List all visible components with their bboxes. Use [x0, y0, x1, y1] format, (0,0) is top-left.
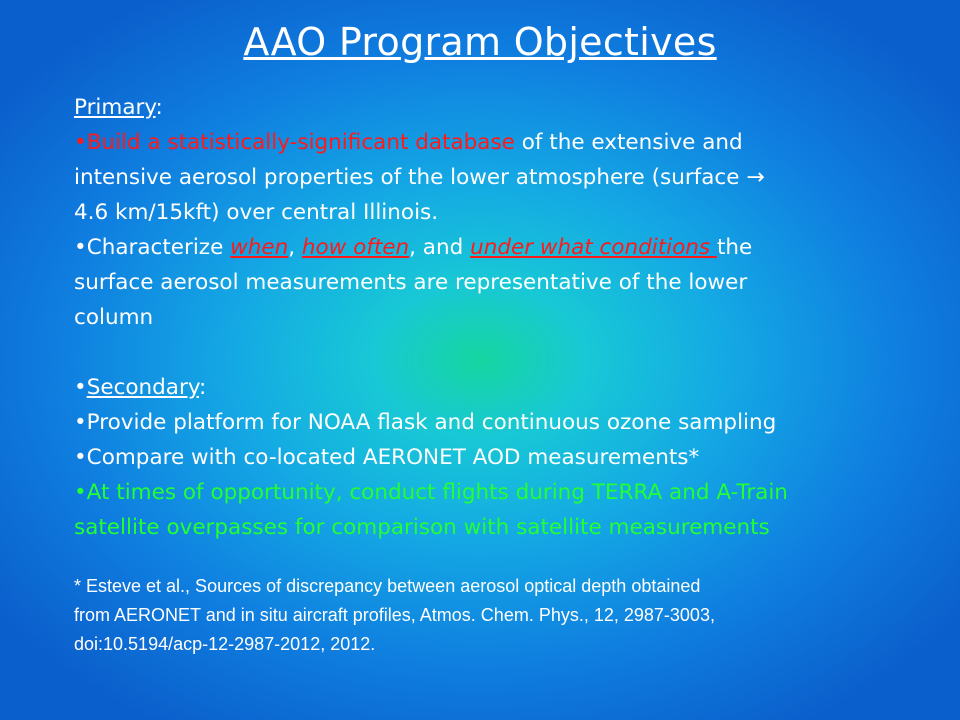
reference-line-3: doi:10.5194/acp-12-2987-2012, 2012. — [74, 634, 376, 654]
how-often-highlight: how often — [301, 235, 410, 260]
database-highlight: Build a statistically-significant database — [86, 130, 515, 155]
objectives-body — [74, 90, 874, 545]
secondary-heading-colon: : — [199, 375, 207, 400]
reference-line-2: from AERONET and in situ aircraft profiles, Atmos. Chem. Phys., 12, 2987-3003, — [74, 605, 715, 625]
slide-title: AAO Program Objectives — [243, 20, 717, 64]
bullet-marker: • — [74, 235, 87, 260]
primary-bullet-1-line-1 — [74, 125, 874, 160]
reference-footnote — [74, 572, 874, 659]
secondary-heading-line — [74, 370, 874, 405]
secondary-item: •Provide platform for NOAA flask and continuous ozone sampling — [74, 410, 777, 435]
primary-bullet-1-line-3 — [74, 195, 874, 230]
the-text: the — [716, 235, 753, 260]
secondary-green-item-line-1: •At times of opportunity, conduct flights during TERRA and A-Train — [74, 480, 788, 505]
bullet-marker: • — [74, 375, 87, 400]
primary-heading-colon: : — [155, 95, 163, 120]
comma-text: , — [288, 235, 302, 260]
secondary-green-item-line-2: satellite overpasses for comparison with satellite measurements — [74, 515, 770, 540]
primary-bullet-2-line-2 — [74, 265, 874, 300]
primary-bullet-1-text: of the extensive and — [514, 130, 743, 155]
primary-bullet-2-text-3: column — [74, 305, 154, 330]
primary-bullet-2-line-3 — [74, 300, 874, 335]
right-arrow-icon: → — [746, 165, 765, 190]
primary-bullet-2-line-1 — [74, 230, 874, 265]
under-what-conditions-highlight: under what conditions — [470, 235, 717, 260]
secondary-item: •Compare with co-located AERONET AOD measurements* — [74, 445, 700, 470]
reference-line-1: * Esteve et al., Sources of discrepancy between aerosol optical depth obtained — [74, 576, 701, 596]
when-highlight: when — [230, 235, 289, 260]
primary-bullet-1-line-2 — [74, 160, 874, 195]
primary-bullet-2-text-2: surface aerosol measurements are representative of the lower — [74, 270, 748, 295]
bullet-marker: • — [74, 130, 87, 155]
primary-bullet-1-text-2: intensive aerosol properties of the lower atmosphere (surface — [74, 165, 740, 190]
spacer — [74, 335, 874, 370]
characterize-text: Characterize — [86, 235, 231, 260]
primary-heading: Primary — [74, 95, 156, 120]
primary-bullet-1-text-3: 4.6 km/15kft) over central Illinois. — [74, 200, 439, 225]
secondary-heading: Secondary — [86, 375, 199, 400]
primary-heading-line — [74, 90, 874, 125]
and-text: , and — [409, 235, 471, 260]
